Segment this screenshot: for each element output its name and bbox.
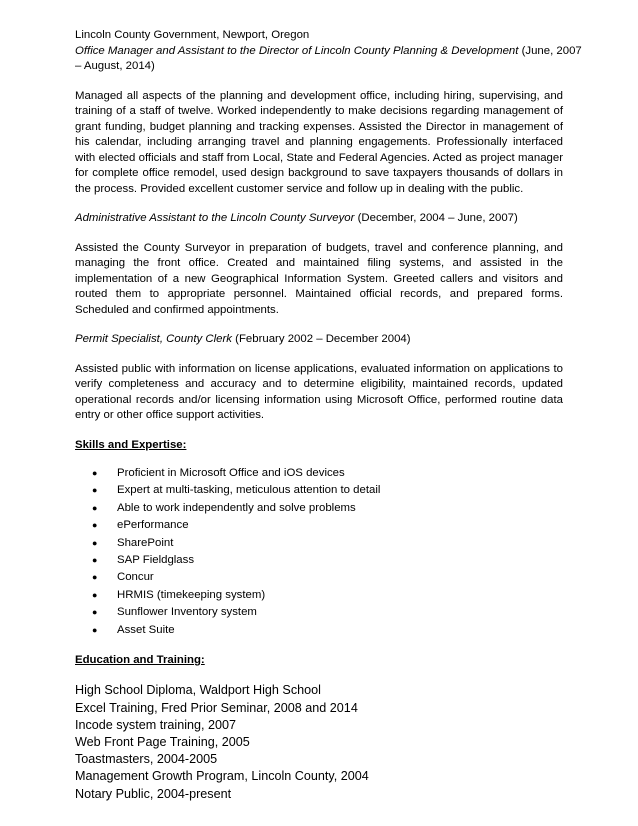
job-title: Office Manager and Assistant to the Director of Lincoln County Planning & Development — [75, 44, 519, 57]
resume-page — [75, 28, 582, 803]
bullet-icon: ● — [92, 468, 98, 478]
job-description: Assisted the County Surveyor in preparation of budgets, travel and conference planning, and managing the front office. Created and maintained filing systems, and assisted in the implementation of a new Geographical Information System. Greeted callers and visitors and routed them to appropriate personnel. Maintained official records, and prepared forms. Scheduled and confirmed appointments. — [75, 241, 563, 316]
bullet-icon: ● — [92, 520, 98, 531]
spacer — [75, 318, 563, 332]
job-dates: (February 2002 – December 2004) — [232, 333, 411, 345]
bullet-icon: ● — [92, 554, 98, 565]
bullet-icon: ● — [92, 589, 98, 600]
bullet-icon: ● — [92, 607, 98, 618]
list-item: ● Sunflower Inventory system — [75, 604, 563, 621]
list-item: ● SharePoint — [75, 535, 563, 552]
list-item: ● ePerformance — [75, 517, 563, 534]
job-description: Managed all aspects of the planning and development office, including hiring, supervising, and training of a staff of twelve. Worked independently to make decisions regarding management of grant funding, budget planning and tracking expenses. Assisted the Director in management of his calendar, including arranging travel and planning engagements. Professionally interfaced with elected officials and staff from Local, State and Federal Agencies. Acted as project manager for complete office remodel, used design background to save taxpayers thousands of dollars in the process. Provided excellent customer service and follow up in dealing with the public. — [75, 89, 563, 195]
job-title-line — [75, 211, 563, 227]
list-item: ● Concur — [75, 569, 563, 586]
job-dates-start: (June, 2007 — [518, 44, 582, 57]
list-item: Incode system training, 2007 — [75, 717, 237, 732]
list-item: ● HRMIS (timekeeping system) — [75, 587, 563, 604]
education-heading: Education and Training: — [75, 653, 205, 666]
spacer — [75, 639, 563, 653]
employer-line: Lincoln County Government, Newport, Oregon — [75, 29, 310, 41]
job-title: Permit Specialist, County Clerk — [75, 333, 232, 345]
list-item: ● SAP Fieldglass — [75, 552, 563, 569]
job-entry-permit-specialist — [75, 332, 563, 424]
spacer — [75, 75, 563, 89]
job-title: Administrative Assistant to the Lincoln County Surveyor — [75, 212, 355, 224]
job-dates: (December, 2004 – June, 2007) — [354, 212, 518, 224]
spacer — [75, 197, 563, 211]
list-item: ● Asset Suite — [75, 622, 563, 639]
list-item: ● Expert at multi-tasking, meticulous attention to detail — [75, 482, 563, 499]
list-item: ● Proficient in Microsoft Office and iOS devices — [75, 465, 563, 482]
skills-section — [75, 438, 563, 639]
job-entry-office-manager — [75, 28, 582, 197]
spacer — [75, 424, 563, 438]
spacer — [75, 453, 563, 465]
list-item: Toastmasters, 2004-2005 — [75, 752, 218, 767]
skills-heading: Skills and Expertise: — [75, 438, 187, 451]
list-item: Notary Public, 2004-present — [75, 786, 232, 801]
education-section — [75, 653, 563, 803]
list-item: ● Able to work independently and solve problems — [75, 500, 563, 517]
spacer — [75, 348, 563, 362]
bullet-icon: ● — [92, 502, 98, 513]
job-dates-end: – August, 2014) — [75, 60, 155, 72]
bullet-icon: ● — [92, 572, 98, 583]
job-entry-admin-assistant — [75, 211, 563, 318]
list-item: Web Front Page Training, 2005 — [75, 735, 250, 750]
bullet-icon: ● — [92, 485, 98, 496]
spacer — [75, 227, 563, 241]
list-item: High School Diploma, Waldport High School — [75, 683, 321, 698]
job-description: Assisted public with information on license applications, evaluated information on applications to verify completeness and accuracy and to determine eligibility, maintained records, updated operational records and/or licensing information using Microsoft Office, performed routine data entry or other office support activities. — [75, 362, 563, 421]
skills-list — [75, 465, 563, 639]
bullet-icon: ● — [92, 624, 98, 635]
list-item: Management Growth Program, Lincoln County, 2004 — [75, 769, 369, 784]
job-title-line — [75, 332, 563, 348]
list-item: Excel Training, Fred Prior Seminar, 2008 and 2014 — [75, 700, 358, 715]
spacer — [75, 668, 563, 682]
bullet-icon: ● — [92, 537, 98, 548]
job-title-line — [75, 44, 582, 60]
education-list — [75, 682, 563, 802]
